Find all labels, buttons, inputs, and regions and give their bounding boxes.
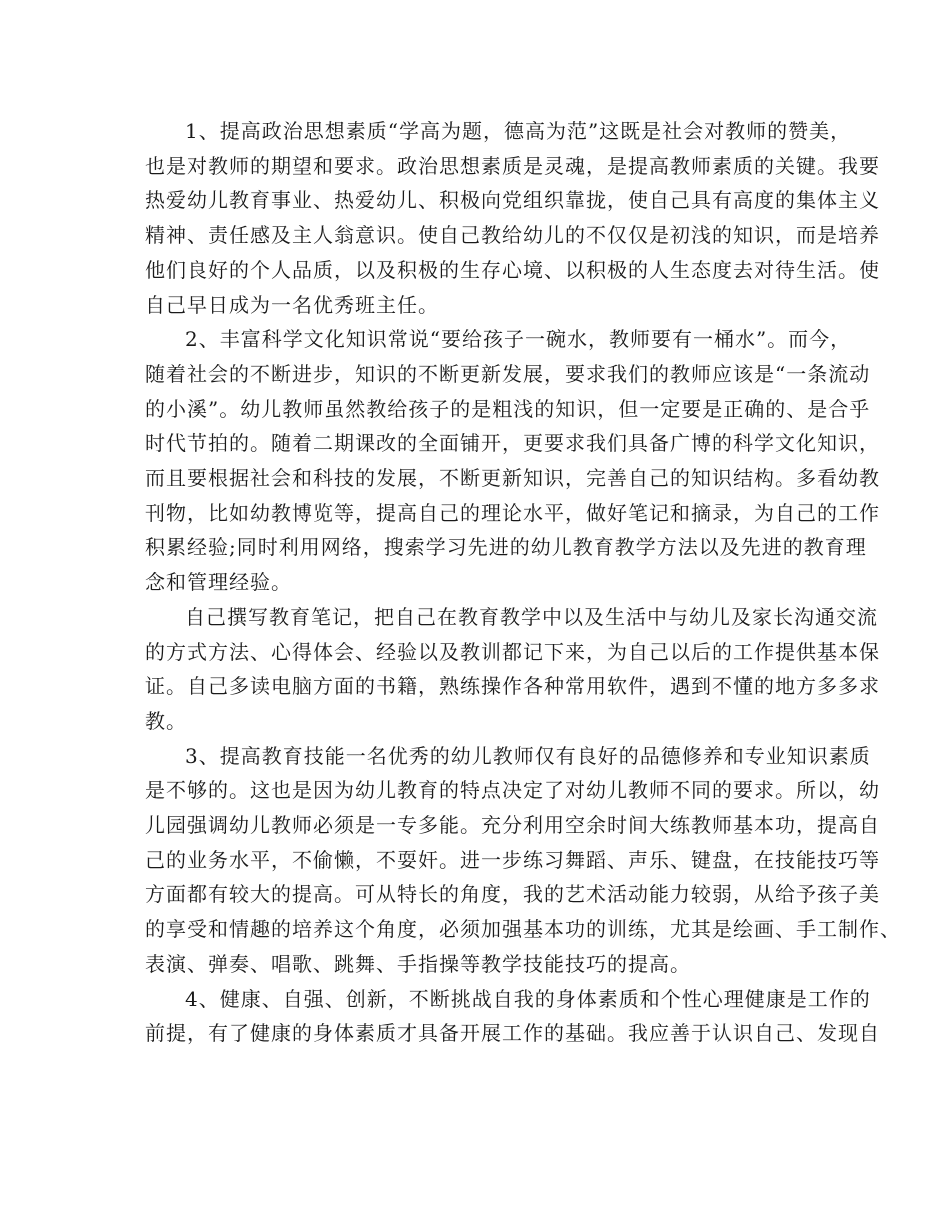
paragraph-4-line-7: 表演、弹奏、唱歌、跳舞、手指操等教学技能技巧的提高。 bbox=[145, 952, 691, 976]
paragraph-3-line-2: 的方式方法、心得体会、经验以及教训都记下来，为自己以后的工作提供基本保 bbox=[145, 640, 880, 664]
paragraph-2-line-7: 积累经验;同时利用网络，搜索学习先进的幼儿教育教学方法以及先进的教育理 bbox=[145, 535, 867, 559]
paragraph-3-line-3: 证。自己多读电脑方面的书籍，熟练操作各种常用软件，遇到不懂的地方多多求 bbox=[145, 674, 880, 698]
paragraph-4-line-2: 是不够的。这也是因为幼儿教育的特点决定了对幼儿教师不同的要求。所以，幼 bbox=[145, 778, 880, 802]
paragraph-2-line-3: 的小溪”。幼儿教师虽然教给孩子的是粗浅的知识，但一定要是正确的、是合乎 bbox=[145, 397, 871, 421]
paragraph-4-line-1: 3、提高教育技能一名优秀的幼儿教师仅有良好的品德修养和专业知识素质 bbox=[185, 744, 871, 768]
paragraph-2-line-8: 念和管理经验。 bbox=[145, 570, 292, 594]
paragraph-5-line-2: 前提，有了健康的身体素质才具备开展工作的基础。我应善于认识自己、发现自 bbox=[145, 1021, 880, 1045]
paragraph-2-line-2: 随着社会的不断进步，知识的不断更新发展，要求我们的教师应该是“一条流动 bbox=[145, 362, 871, 386]
paragraph-5-line-1: 4、健康、自强、创新，不断挑战自我的身体素质和个性心理健康是工作的 bbox=[185, 987, 871, 1011]
paragraph-2-line-4: 时代节拍的。随着二期课改的全面铺开，更要求我们具备广博的科学文化知识， bbox=[145, 431, 880, 455]
paragraph-1-line-3: 热爱幼儿教育事业、热爱幼儿、积极向党组织靠拢，使自己具有高度的集体主义 bbox=[145, 188, 880, 212]
paragraph-4-line-4: 己的业务水平，不偷懒，不耍奸。进一步练习舞蹈、声乐、键盘，在技能技巧等 bbox=[145, 848, 880, 872]
paragraph-2-line-1: 2、丰富科学文化知识常说“要给孩子一碗水，教师要有一桶水”。而今， bbox=[185, 327, 852, 351]
paragraph-4-line-3: 儿园强调幼儿教师必须是一专多能。充分利用空余时间大练教师基本功，提高自 bbox=[145, 813, 880, 837]
paragraph-4-line-6: 的享受和情趣的培养这个角度，必须加强基本功的训练，尤其是绘画、手工制作、 bbox=[145, 917, 901, 941]
paragraph-1-line-5: 他们良好的个人品质，以及积极的生存心境、以积极的人生态度去对待生活。使 bbox=[145, 258, 880, 282]
paragraph-2-line-5: 而且要根据社会和科技的发展，不断更新知识，完善自己的知识结构。多看幼教 bbox=[145, 466, 880, 490]
paragraph-1-line-2: 也是对教师的期望和要求。政治思想素质是灵魂，是提高教师素质的关键。我要 bbox=[145, 154, 880, 178]
paragraph-3-line-1: 自己撰写教育笔记，把自己在教育教学中以及生活中与幼儿及家长沟通交流 bbox=[185, 605, 878, 629]
paragraph-1-line-4: 精神、责任感及主人翁意识。使自己教给幼儿的不仅仅是初浅的知识，而是培养 bbox=[145, 223, 880, 247]
paragraph-1-line-1: 1、提高政治思想素质“学高为题，德高为范”这既是社会对教师的赞美， bbox=[185, 119, 852, 143]
paragraph-4-line-5: 方面都有较大的提高。可从特长的角度，我的艺术活动能力较弱，从给予孩子美 bbox=[145, 882, 880, 906]
paragraph-1-line-6: 自己早日成为一名优秀班主任。 bbox=[145, 293, 439, 317]
paragraph-3-line-4: 教。 bbox=[145, 709, 187, 733]
paragraph-2-line-6: 刊物，比如幼教博览等，提高自己的理论水平，做好笔记和摘录，为自己的工作 bbox=[145, 501, 880, 525]
